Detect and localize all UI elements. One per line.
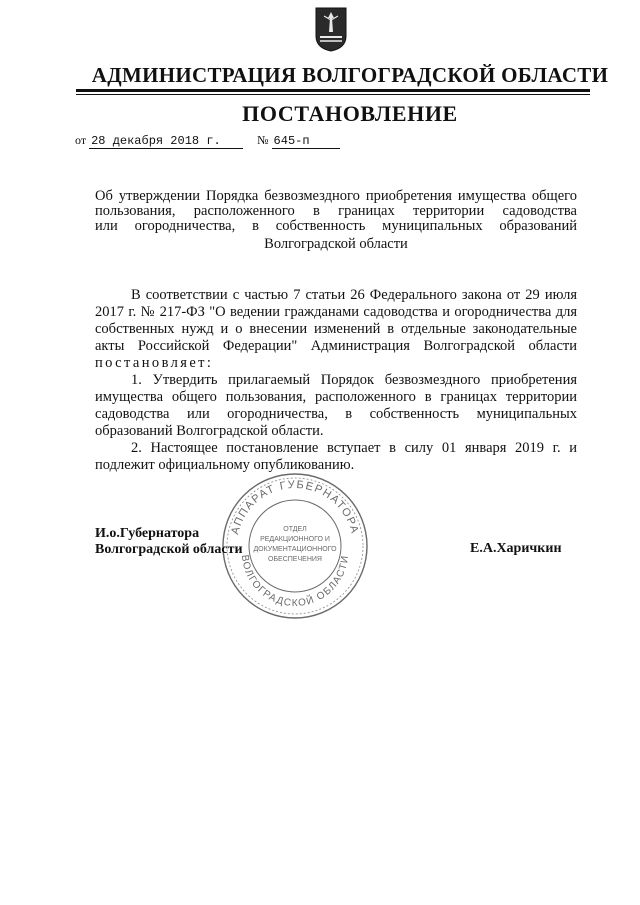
from-label: от bbox=[75, 133, 87, 147]
seal-ring-top: АППАРАТ ГУБЕРНАТОРА bbox=[229, 478, 361, 536]
number-label: № bbox=[257, 133, 269, 147]
preamble-paragraph bbox=[95, 287, 577, 372]
document-body bbox=[95, 287, 577, 474]
seal-center-line: ОТДЕЛ bbox=[283, 526, 307, 533]
item-1-paragraph: 1. Утвердить прилагаемый Порядок безвозмездного приобретения имущества общего пользования, расположенного в границах территории садоводства или огородничества, в собственность муниципальных образований Волгоградской области. bbox=[95, 372, 577, 439]
header-rule-thin bbox=[76, 94, 590, 95]
position-line: Волгоградской области bbox=[95, 542, 243, 557]
item-2-paragraph: 2. Настоящее постановление вступает в силу 01 января 2019 г. и подлежит официальному опубликованию. bbox=[95, 440, 577, 473]
document-subject bbox=[95, 189, 577, 234]
signatory-name: Е.А.Харичкин bbox=[470, 541, 562, 556]
seal-ring-bottom: ВОЛГОГРАДСКОЙ ОБЛАСТИ bbox=[238, 554, 352, 610]
preamble-text: В соответствии с частью 7 статьи 26 Федерального закона от 29 июля 2017 г. № 217-ФЗ "О ведении гражданами садоводства и огородничества для собственных нужд и о внесении изменений в отдельные законодательные акты Российской Федерации" Администрация Волгоградской области bbox=[95, 287, 577, 354]
subject-line: Волгоградской области bbox=[264, 236, 408, 252]
subject-line: или огородничества, в собственность муниципальных образований bbox=[95, 218, 577, 234]
subject-line: пользования, расположенного в границах территории садоводства bbox=[95, 203, 577, 219]
document-number: 645-п bbox=[272, 134, 340, 149]
seal-center-line: ДОКУМЕНТАЦИОННОГО bbox=[253, 546, 337, 553]
decree-word: постановляет: bbox=[95, 355, 214, 371]
organization-title: АДМИНИСТРАЦИЯ ВОЛГОГРАДСКОЙ ОБЛАСТИ bbox=[91, 63, 609, 87]
position-line: И.о.Губернатора bbox=[95, 526, 200, 541]
document-date: 28 декабря 2018 г. bbox=[89, 134, 243, 149]
signatory-position bbox=[95, 526, 243, 558]
document-meta bbox=[75, 132, 340, 149]
subject-line: Об утверждении Порядка безвозмездного приобретения имущества общего bbox=[95, 188, 577, 204]
volgograd-emblem-icon bbox=[314, 6, 348, 52]
header-rule-thick bbox=[76, 89, 590, 92]
seal-center-line: РЕДАКЦИОННОГО И bbox=[260, 536, 330, 543]
seal-center-line: ОБЕСПЕЧЕНИЯ bbox=[268, 556, 322, 563]
document-type-title: ПОСТАНОВЛЕНИЕ bbox=[242, 101, 458, 126]
